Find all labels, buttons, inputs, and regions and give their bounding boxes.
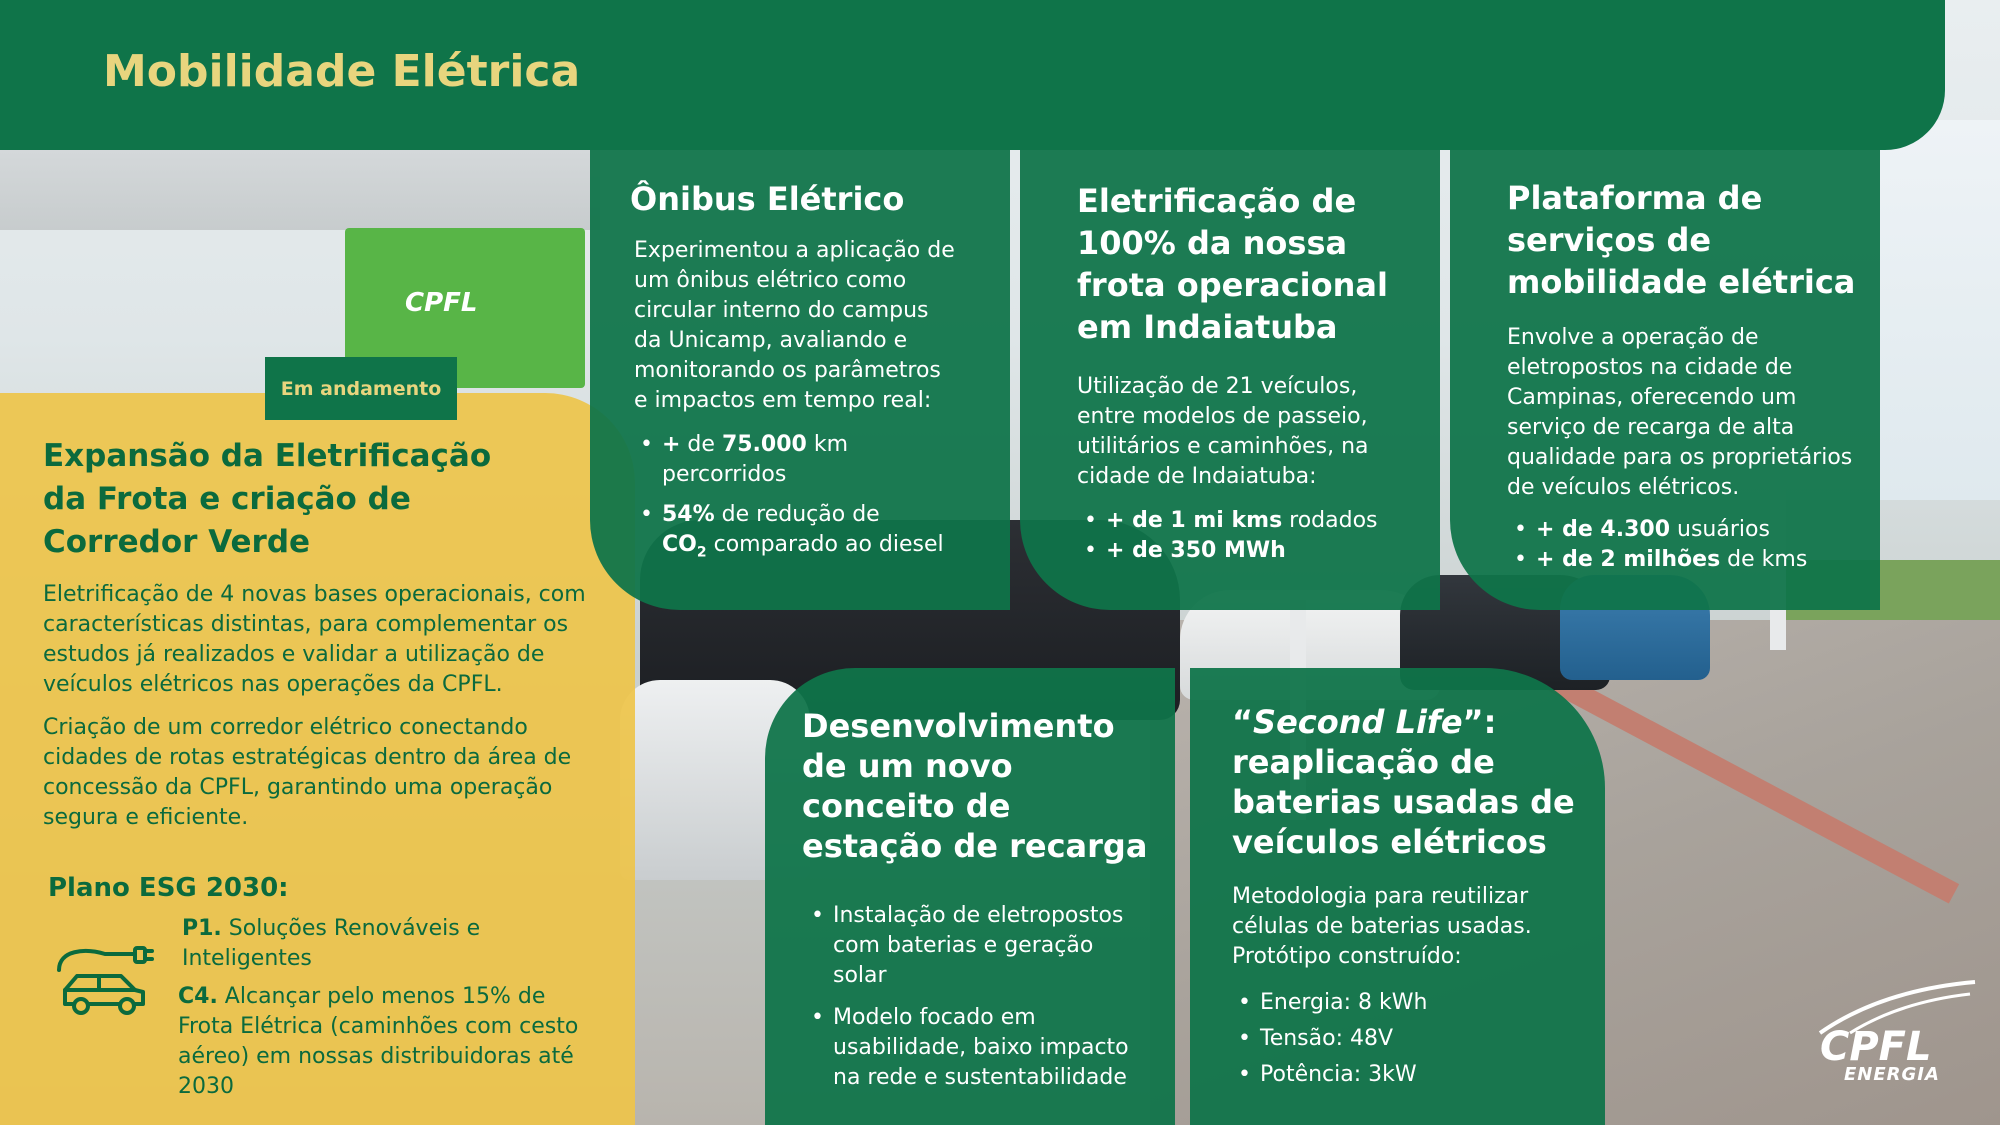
title-line: baterias usadas de	[1232, 783, 1575, 821]
bullet-bold: 75.000	[721, 432, 807, 457]
title-line: Desenvolvimento	[802, 707, 1115, 745]
text-line: concessão da CPFL, garantindo uma operação	[43, 775, 553, 800]
card-eletrificacao-frota	[1020, 150, 1440, 610]
bullet-dot: •	[640, 502, 653, 527]
text-line: circular interno do campus	[634, 298, 929, 323]
bullet-bold: CO	[662, 532, 697, 557]
bullet-text: na rede e sustentabilidade	[833, 1065, 1127, 1090]
bullet-text: solar	[833, 963, 887, 988]
card-bullets	[811, 901, 1163, 1093]
bullet-text: Instalação de eletropostos	[833, 903, 1124, 928]
title-line: Eletrificação de	[1077, 182, 1357, 220]
title-line: conceito de	[802, 787, 1011, 825]
title-line: veículos elétricos	[1232, 823, 1547, 861]
bullet-bold: + de 4.300	[1536, 517, 1671, 542]
bullet-dot: •	[640, 432, 653, 457]
title-line: mobilidade elétrica	[1507, 263, 1856, 301]
bullet-text: Potência: 3kW	[1260, 1062, 1417, 1087]
card-bullets	[640, 430, 992, 567]
bullet-item	[1238, 1024, 1427, 1054]
bullet-text: Modelo focado em	[833, 1005, 1036, 1030]
esg-code: P1.	[182, 916, 222, 941]
left-paragraph-1	[43, 580, 603, 700]
title-quote: “	[1232, 703, 1254, 741]
logo-word: CPFL	[1820, 1024, 1932, 1070]
bullet-text: usuários	[1670, 517, 1770, 542]
text-line: Utilização de 21 veículos,	[1077, 374, 1358, 399]
bullet-item	[1084, 506, 1378, 536]
card-text	[1077, 372, 1369, 492]
bullet-dot: •	[811, 1005, 824, 1030]
cpfl-logo	[1810, 978, 1980, 1088]
logo-sub: ENERGIA	[1844, 1064, 1940, 1085]
bullet-dot: •	[1514, 547, 1527, 572]
bullet-text: percorridos	[662, 462, 787, 487]
card-bullets	[1514, 515, 1808, 575]
text-line: utilitários e caminhões, na	[1077, 434, 1369, 459]
status-badge: Em andamento	[265, 357, 457, 420]
title-line: estação de recarga	[802, 827, 1148, 865]
bullet-item	[1514, 545, 1808, 575]
card-title: Ônibus Elétrico	[630, 180, 905, 218]
bullet-text: comparado ao diesel	[706, 532, 944, 557]
text-line: Soluções Renováveis e	[221, 916, 481, 941]
bullet-item	[1514, 515, 1807, 545]
text-line: veículos elétricos nas operações da CPFL.	[43, 672, 503, 697]
left-panel-title	[43, 435, 603, 564]
bullet-text: usabilidade, baixo impacto	[833, 1035, 1129, 1060]
bullet-dot: •	[1514, 517, 1527, 542]
card-text	[1507, 323, 1852, 503]
esg-item-p1	[182, 914, 480, 974]
text-line: serviço de recarga de alta	[1507, 415, 1795, 440]
ev-car-plug-icon	[55, 940, 155, 1020]
text-line: da Unicamp, avaliando e	[634, 328, 908, 353]
card-title	[1507, 177, 1855, 303]
left-paragraph-2	[43, 713, 603, 833]
text-line: Criação de um corredor elétrico conectando	[43, 715, 528, 740]
title-line: reaplicação de	[1232, 743, 1495, 781]
title-line: em Indaiatuba	[1077, 308, 1338, 346]
text-line: entre modelos de passeio,	[1077, 404, 1368, 429]
text-line: 2030	[178, 1074, 234, 1099]
bullet-text: rodados	[1282, 508, 1378, 533]
title-line: 100% da nossa	[1077, 224, 1348, 262]
card-text	[634, 236, 955, 416]
bullet-item	[640, 430, 992, 490]
bullet-item	[640, 500, 992, 567]
card-bullets	[1238, 988, 1428, 1090]
cpfl-sign-text: CPFL	[405, 288, 478, 318]
bullet-dot: •	[1084, 538, 1097, 563]
text-line: eletropostos na cidade de	[1507, 355, 1793, 380]
card-plataforma-servicos	[1450, 150, 1880, 610]
bullet-text: Tensão: 48V	[1260, 1026, 1394, 1051]
card-title	[802, 706, 1147, 866]
text-line: células de baterias usadas.	[1232, 914, 1532, 939]
bullet-text: de	[680, 432, 722, 457]
text-line: Experimentou a aplicação de	[634, 238, 955, 263]
bullet-item	[1084, 536, 1378, 566]
title-line: Plataforma de	[1507, 179, 1763, 217]
card-bullets	[1084, 506, 1378, 566]
card-second-life	[1190, 668, 1605, 1125]
bullet-bold: + de 350 MWh	[1106, 538, 1286, 563]
bullet-dot: •	[1238, 990, 1251, 1015]
bullet-dot: •	[1238, 1026, 1251, 1051]
title-italic: Second Life	[1253, 703, 1463, 741]
bullet-dot: •	[811, 903, 824, 928]
esg-item-c4	[178, 982, 578, 1102]
bullet-text: de redução de	[714, 502, 880, 527]
card-title	[1232, 702, 1575, 862]
text-line: cidades de rotas estratégicas dentro da área de	[43, 745, 572, 770]
title-line: Expansão da Eletrificação	[43, 438, 492, 474]
subscript: 2	[696, 544, 707, 561]
bullet-dot: •	[1084, 508, 1097, 533]
text-line: características distintas, para complementar os	[43, 612, 569, 637]
card-estacao-recarga	[765, 668, 1175, 1125]
text-line: cidade de Indaiatuba:	[1077, 464, 1317, 489]
text-line: Eletrificação de 4 novas bases operacionais, com	[43, 582, 586, 607]
bullet-item	[1238, 988, 1428, 1018]
card-onibus-eletrico	[590, 150, 1010, 610]
bullet-item	[1238, 1060, 1427, 1090]
bullet-bold: + de 1 mi kms	[1106, 508, 1283, 533]
esg-plan-title: Plano ESG 2030:	[48, 873, 289, 903]
text-line: um ônibus elétrico como	[634, 268, 907, 293]
header-bar	[0, 0, 1945, 150]
bullet-bold: 54%	[662, 502, 715, 527]
text-line: Envolve a operação de	[1507, 325, 1759, 350]
text-line: Campinas, oferecendo um	[1507, 385, 1797, 410]
text-line: aéreo) em nossas distribuidoras até	[178, 1044, 574, 1069]
text-line: e impactos em tempo real:	[634, 388, 932, 413]
title-line: da Frota e criação de	[43, 481, 411, 517]
text-line: de veículos elétricos.	[1507, 475, 1740, 500]
text-line: Inteligentes	[182, 946, 312, 971]
title-line: serviços de	[1507, 221, 1712, 259]
bullet-item	[811, 901, 1163, 991]
card-text	[1232, 882, 1532, 972]
bullet-item	[811, 1003, 1163, 1093]
text-line: Protótipo construído:	[1232, 944, 1462, 969]
bullet-text: Energia: 8 kWh	[1260, 990, 1428, 1015]
bullet-text: de kms	[1720, 547, 1808, 572]
text-line: Frota Elétrica (caminhões com cesto	[178, 1014, 579, 1039]
bullet-text: com baterias e geração	[833, 933, 1094, 958]
text-line: Alcançar pelo menos 15% de	[217, 984, 546, 1009]
text-line: monitorando os parâmetros	[634, 358, 941, 383]
bullet-bold: + de 2 milhões	[1536, 547, 1721, 572]
text-line: qualidade para os proprietários	[1507, 445, 1853, 470]
card-title	[1077, 180, 1388, 348]
esg-code: C4.	[178, 984, 218, 1009]
bullet-dot: •	[1238, 1062, 1251, 1087]
text-line: segura e eficiente.	[43, 805, 249, 830]
title-quote: ”:	[1462, 703, 1497, 741]
title-line: de um novo	[802, 747, 1013, 785]
text-line: Metodologia para reutilizar	[1232, 884, 1529, 909]
title-line: Corredor Verde	[43, 524, 311, 560]
bullet-bold: +	[662, 432, 681, 457]
building-roof	[0, 150, 600, 230]
page-title: Mobilidade Elétrica	[103, 46, 581, 97]
bullet-text: km	[806, 432, 849, 457]
title-line: frota operacional	[1077, 266, 1388, 304]
text-line: estudos já realizados e validar a utilização de	[43, 642, 545, 667]
